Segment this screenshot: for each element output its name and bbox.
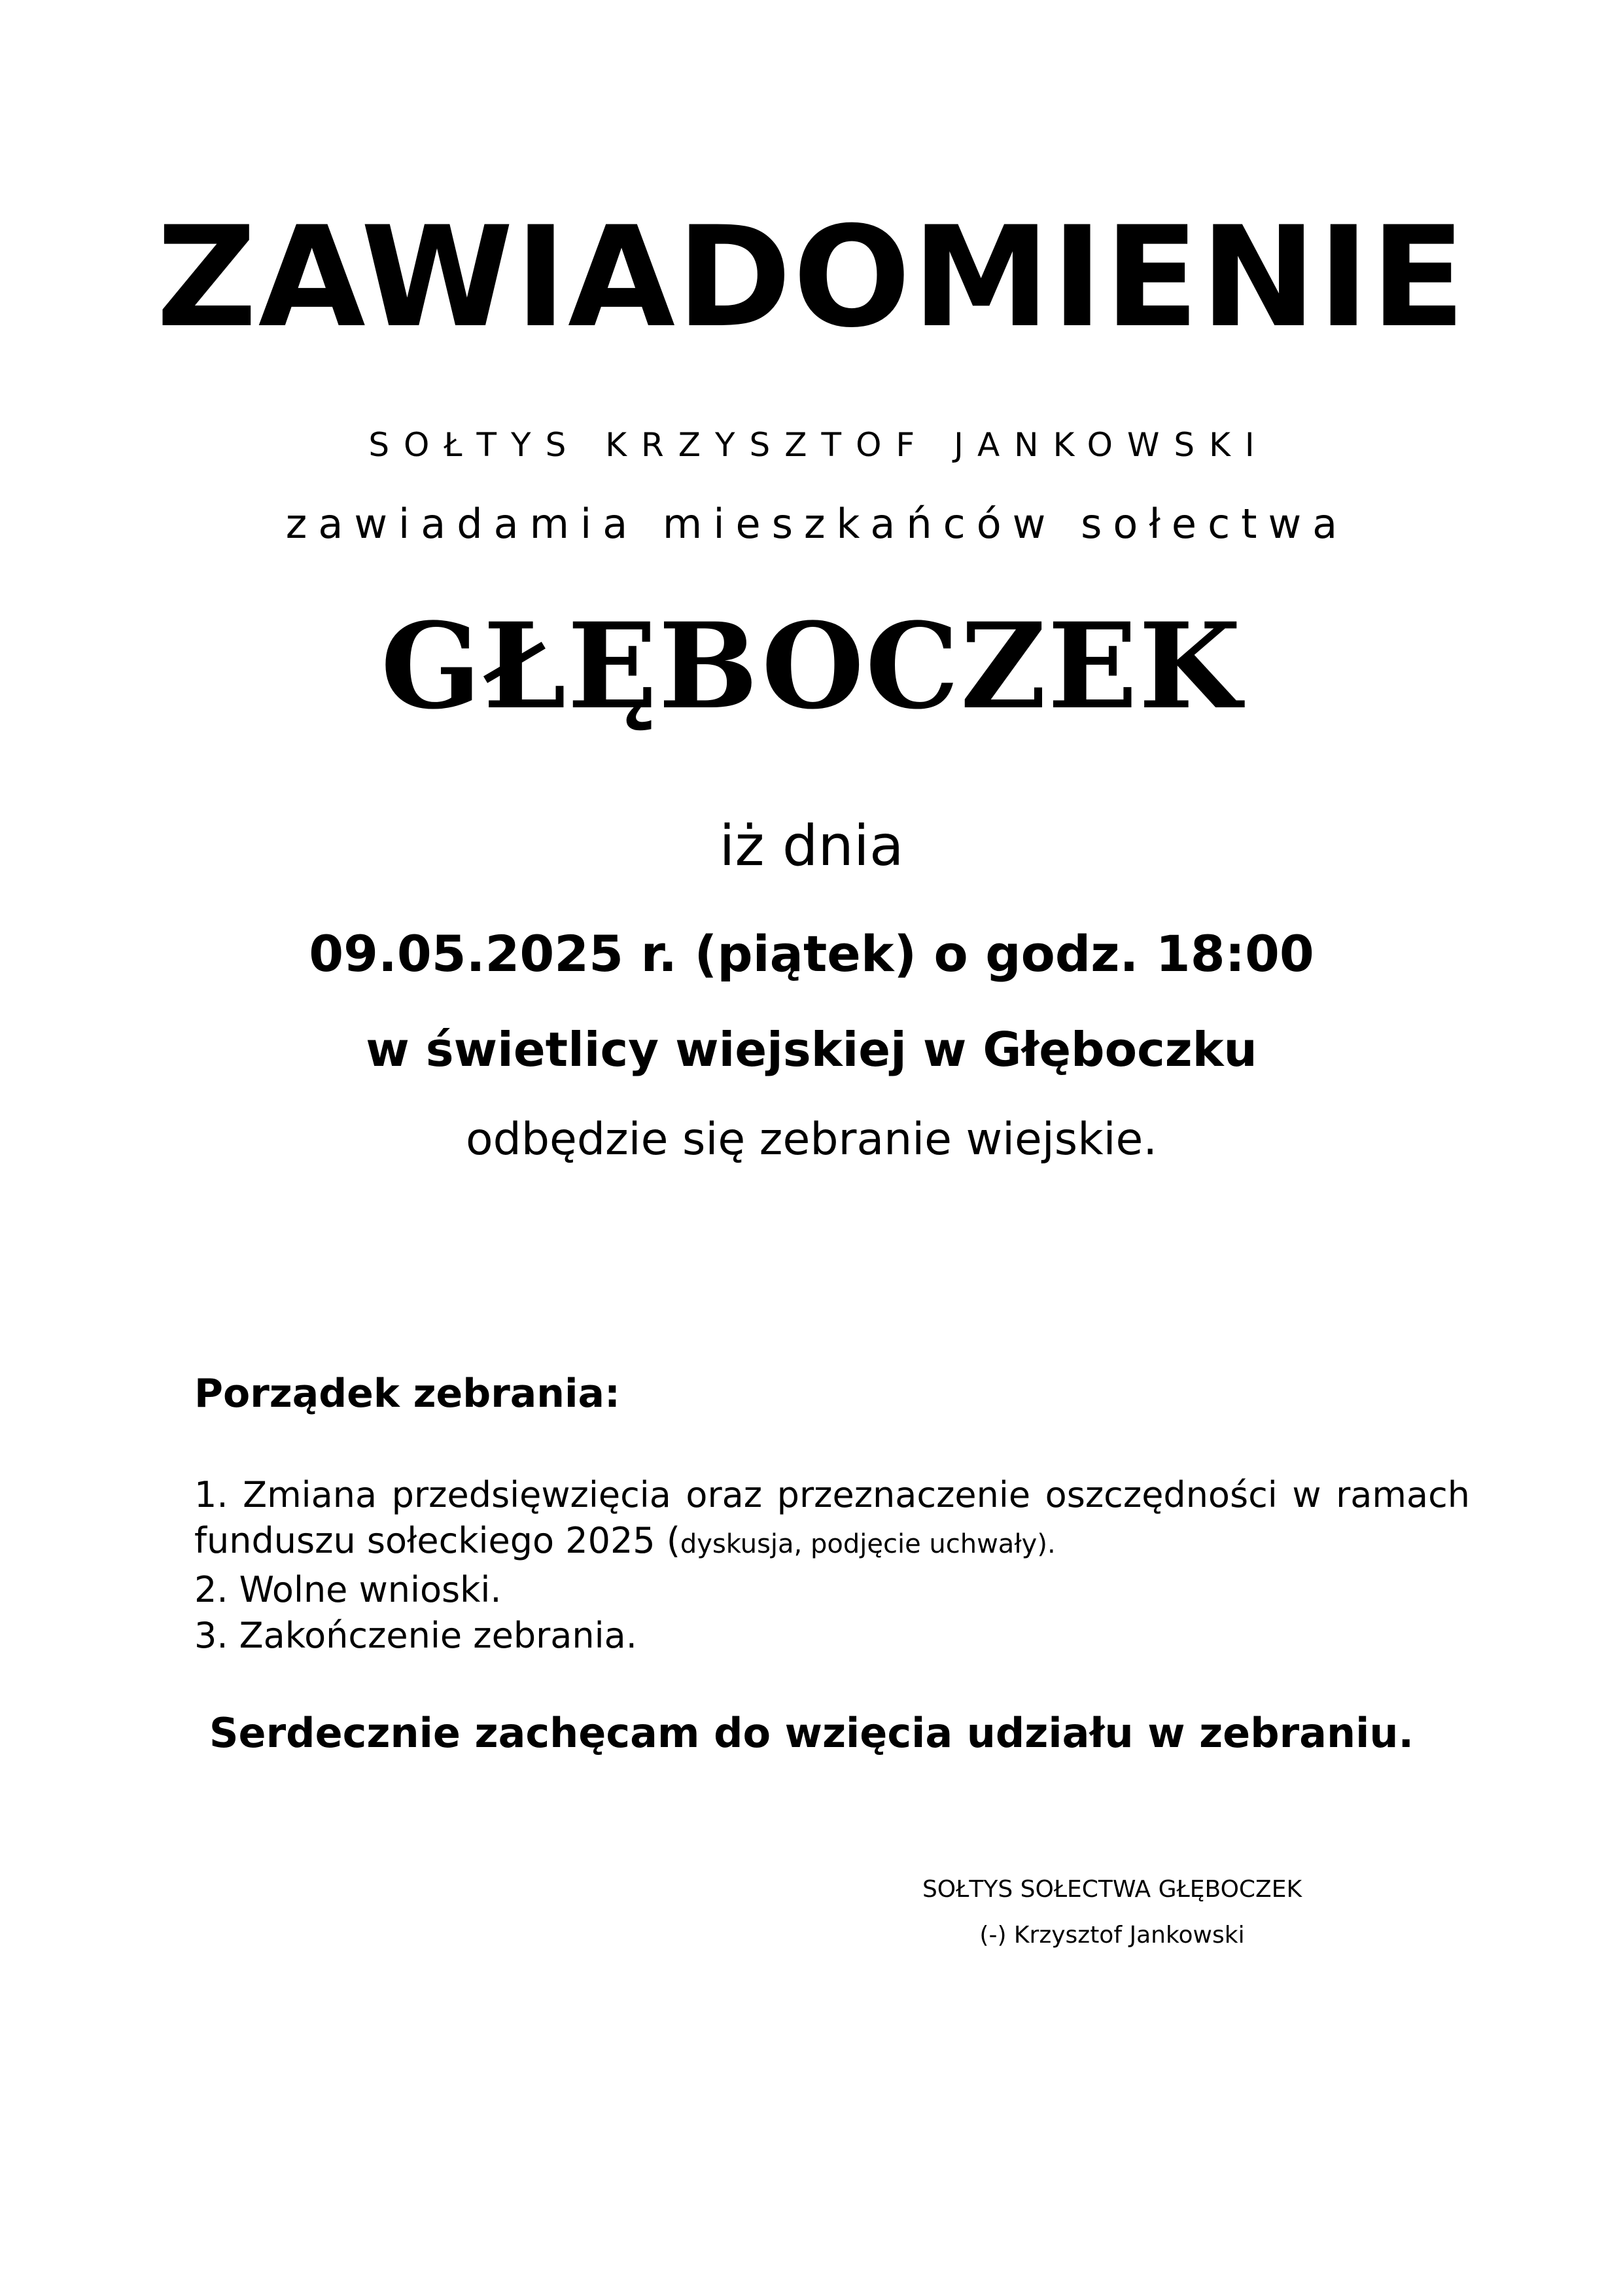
village-name: GŁĘBOCZEK: [380, 597, 1243, 735]
meeting-description: odbędzie się zebranie wiejskie.: [466, 1114, 1157, 1165]
document-title: ZAWIADOMIENIE: [156, 196, 1467, 358]
signature-name: (-) Krzysztof Jankowski: [979, 1922, 1245, 1949]
agenda-heading: Porządek zebrania:: [194, 1371, 621, 1417]
agenda-item-1: 1. Zmiana przedsięwzięcia oraz przeznaczenie oszczędności w ramach funduszu sołeckiego 2025 (dyskusja, podjęcie uchwały).: [194, 1474, 1470, 1561]
meeting-location: w świetlicy wiejskiej w Głęboczku: [366, 1022, 1257, 1077]
invitation-text: Serdecznie zachęcam do wzięcia udziału w zebraniu.: [209, 1709, 1414, 1757]
signature-role: SOŁTYS SOŁECTWA GŁĘBOCZEK: [922, 1876, 1302, 1903]
agenda-list: [194, 1472, 1470, 1659]
meeting-date: 09.05.2025 r. (piątek) o godz. 18:00: [309, 925, 1314, 983]
subtitle-soltys: SOŁTYS KRZYSZTOF JANKOWSKI: [368, 426, 1269, 464]
agenda-item-1-detail: dyskusja, podjęcie uchwały: [680, 1529, 1038, 1559]
subtitle-notifies: zawiadamia mieszkańców sołectwa: [285, 500, 1349, 548]
agenda-item-2: 2. Wolne wnioski.: [194, 1569, 502, 1610]
agenda-item-3: 3. Zakończenie zebrania.: [194, 1615, 637, 1656]
intro-text: iż dnia: [719, 813, 904, 879]
